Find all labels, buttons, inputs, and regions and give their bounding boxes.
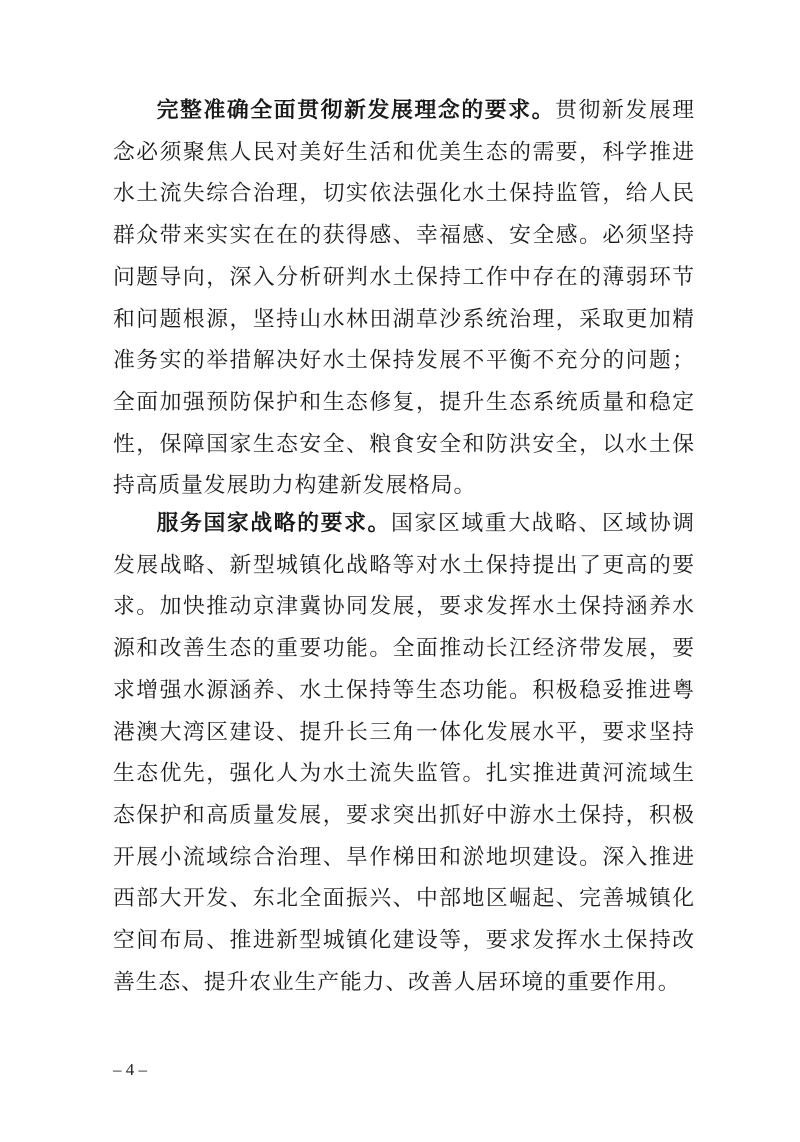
paragraph-heading: 服务国家战略的要求。 [156, 511, 391, 536]
paragraph-heading: 完整准确全面贯彻新发展理念的要求。 [156, 98, 556, 123]
paragraph-new-development-philosophy [113, 90, 695, 507]
paragraph-body: 国家区域重大战略、区域协调发展战略、新型城镇化战略等对水土保持提出了更高的要求。加快推动京津冀协同发展，要求发挥水土保持涵养水源和改善生态的重要功能。全面推动长江经济带发展，要求增强水源涵养、水土保持等生态功能。积极稳妥推进粤港澳大湾区建设、提升长三角一体化发展水平，要求坚持生态优先，强化人为水土流失监管。扎实推进黄河流域生态保护和高质量发展，要求突出抓好中游水土保持，积极开展小流域综合治理、旱作梯田和淤地坝建设。深入推进西部大开发、东北全面振兴、中部地区崛起、完善城镇化空间布局、推进新型城镇化建设等，要求发挥水土保持改善生态、提升农业生产能力、改善人居环境的重要作用。 [113, 511, 695, 995]
page-number: – 4 – [113, 1060, 147, 1079]
paragraph-national-strategy [113, 503, 695, 1003]
paragraph-body: 贯彻新发展理念必须聚焦人民对美好生活和优美生态的需要，科学推进水土流失综合治理，切实依法强化水土保持监管，给人民群众带来实实在在的获得感、幸福感、安全感。必须坚持问题导向，深入分析研判水土保持工作中存在的薄弱环节和问题根源，坚持山水林田湖草沙系统治理，采取更加精准务实的举措解决好水土保持发展不平衡不充分的问题；全面加强预防保护和生态修复，提升生态系统质量和稳定性，保障国家生态安全、粮食安全和防洪安全，以水土保持高质量发展助力构建新发展格局。 [113, 98, 695, 499]
